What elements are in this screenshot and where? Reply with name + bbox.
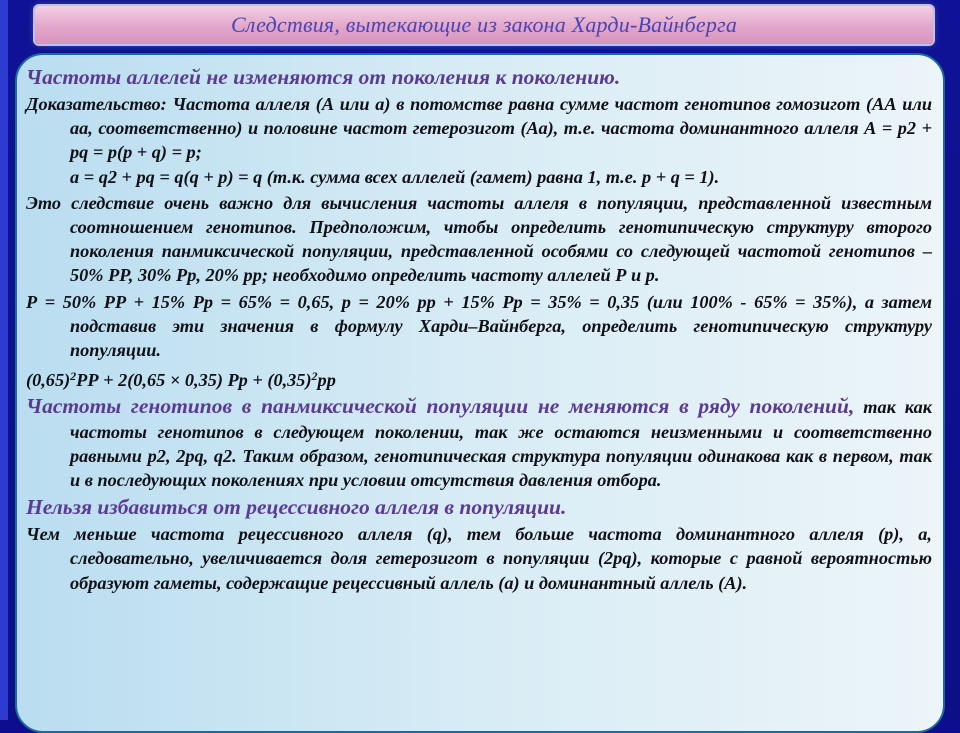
proof-label: Доказательство:	[26, 94, 167, 114]
title-bar	[35, 6, 933, 44]
heading-allele-frequencies: Частоты аллелей не изменяются от поколения к поколению.	[26, 65, 621, 89]
recessive-allele-paragraph: Чем меньше частота рецессивного аллеля (q), тем больше частота доминантного аллеля (p), а, следовательно, увеличивается доля гетерозигот в популяции (2pq), которые с равной вероятностью образуют гаметы, содержащие рецессивный аллель (а) и доминантный аллель (А).	[26, 524, 932, 593]
formula-superscript-1: 2	[70, 369, 77, 384]
genotype-frequencies-text: так как частоты генотипов в следующем поколении, так же остаются неизменными и соответственно равными p2, 2pq, q2. Таким образом, генотипическая структура популяции одинакова как в первом, так и в последующих поколениях при условии отсутствия давления отбора.	[70, 397, 932, 491]
formula-superscript-2: 2	[311, 369, 318, 384]
formula-part-b: РР + 2(0,65	[76, 370, 170, 391]
proof-paragraph	[26, 92, 932, 165]
slide-title: Следствия, вытекающие из закона Харди-Вайнберга	[230, 12, 738, 37]
heading-recessive-allele: Нельзя избавиться от рецессивного аллеля в популяции.	[26, 495, 567, 520]
formula-part-d: рр	[317, 370, 336, 391]
left-accent-stripe	[0, 0, 8, 720]
multiply-sign: ×	[169, 370, 181, 391]
slide-body	[26, 60, 932, 595]
hardy-weinberg-formula	[26, 364, 932, 392]
heading-genotype-frequencies: Частоты генотипов в панмиксической популяции не меняются в ряду поколений,	[26, 394, 855, 419]
formula-part-a: (0,65)	[26, 370, 71, 391]
proof-formula: a = q2 + pq = q(q + p) = q (т.к. сумма всех аллелей (гамет) равна 1, т.е. p + q = 1).	[70, 166, 720, 187]
formula-part-c: 0,35) Рр + (0,35)	[180, 370, 312, 391]
consequence-paragraph: Это следствие очень важно для вычисления частоты аллеля в популяции, представленной известным соотношением генотипов. Предположим, чтобы определить генотипическую структуру второго поколения панмиксической популяции, представленной особями со следующей частотой генотипов – 50% РР, 30% Рр, 20% рр; необходимо определить частоту аллелей Р и р.	[26, 192, 932, 286]
proof-text: Частота аллеля (А или а) в потомстве равна сумме частот генотипов гомозигот (АА или аа, соответственно) и половине частот гетерозигот (Аа), т.е. частота доминантного аллеля А = p2 + pq = p(p + q) = p;	[70, 94, 932, 163]
calculation-paragraph: Р = 50% РР + 15% Рр = 65% = 0,65, р = 20% рр + 15% Рр = 35% = 0,35 (или 100% - 65% = 35%), а затем подставив эти значения в формулу Харди–Вайнберга, определить генотипическую структуру популяции.	[26, 291, 932, 361]
genotype-frequencies-paragraph	[26, 394, 932, 492]
